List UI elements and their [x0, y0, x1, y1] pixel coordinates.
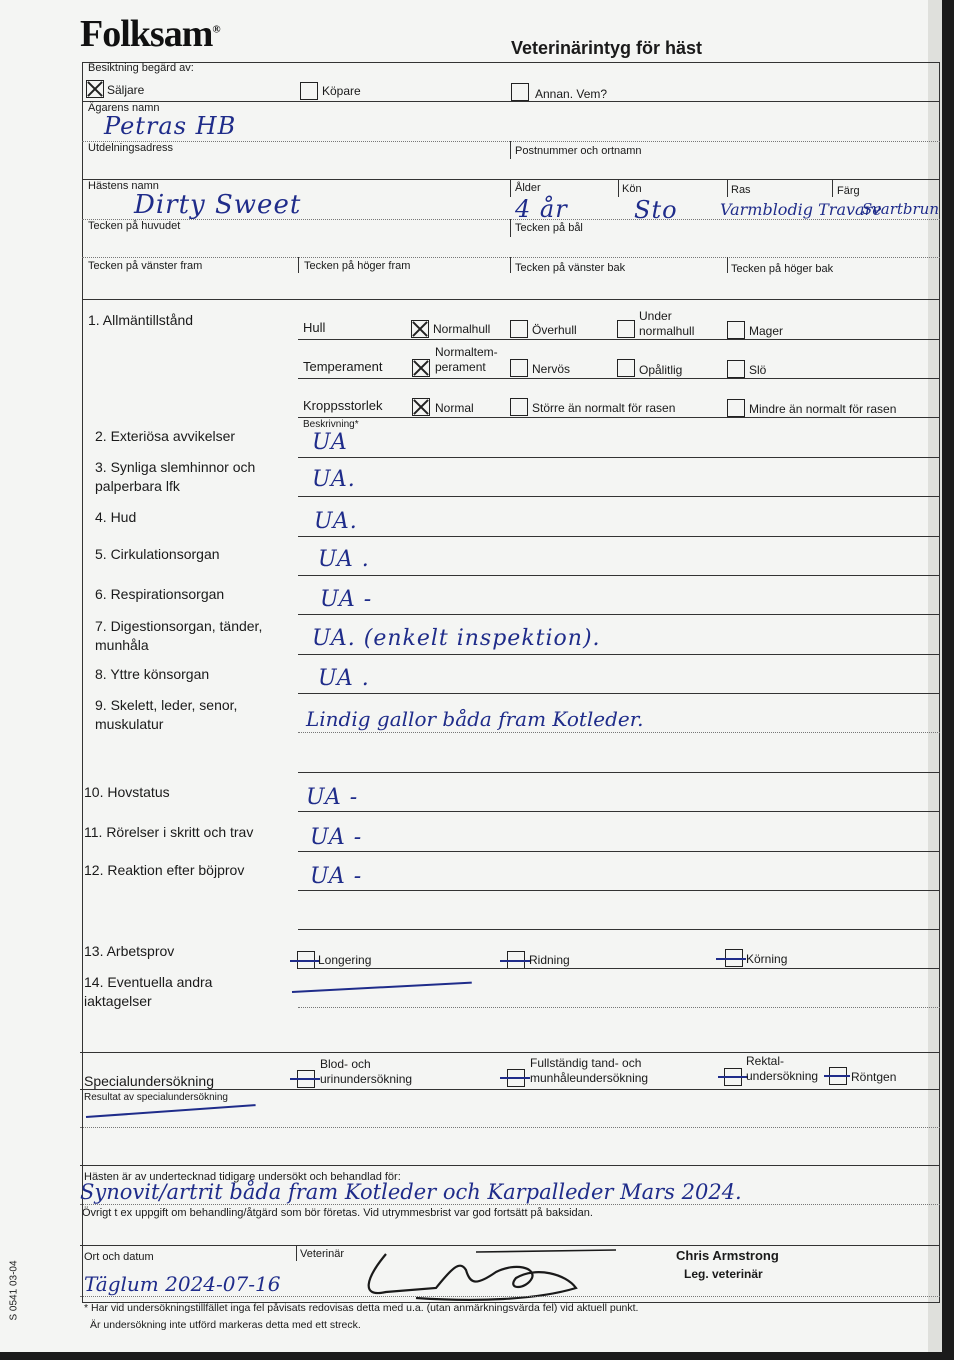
xray-label: Röntgen [851, 1070, 897, 1084]
hull-opt-mager: Mager [749, 324, 784, 338]
hull-over-checkbox[interactable] [510, 320, 528, 338]
temp-opt-unreliable: Opålitlig [639, 363, 683, 377]
item-7-value[interactable]: UA. (enkelt inspektion). [312, 626, 601, 651]
item-10-label: 10. Hovstatus [84, 784, 170, 800]
temp-opt-nervous: Nervös [532, 362, 571, 376]
footnote-2: Är undersökning inte utförd markeras detta med ett streck. [90, 1319, 361, 1331]
temp-normal-checkbox[interactable] [412, 359, 430, 377]
temp-slow-checkbox[interactable] [727, 360, 745, 378]
footnote-1: * Har vid undersökningstillfället inga fel påvisats redovisas detta med u.a. (utan anmärkningsvärda fel) vid aktuell punkt. [84, 1302, 639, 1314]
seller-label: Säljare [107, 83, 145, 97]
special-label: Specialundersökning [84, 1073, 214, 1089]
ridning-strike [500, 960, 530, 962]
longering-label: Longering [318, 953, 372, 967]
sex-label: Kön [622, 183, 642, 195]
blood-label: Blod- och urinundersökning [320, 1057, 413, 1086]
size-label: Kroppsstorlek [303, 398, 383, 413]
head-marks-label: Tecken på huvudet [88, 220, 181, 232]
hull-opt-over: Överhull [532, 323, 577, 337]
vet-stamp-name: Chris Armstrong [676, 1248, 779, 1263]
size-opt-smaller: Mindre än normalt för rasen [749, 402, 897, 416]
size-smaller-checkbox[interactable] [727, 399, 745, 417]
form-code: S 0541 03-04 [8, 1260, 20, 1321]
longering-strike [290, 960, 320, 962]
lh-marks-label: Tecken på vänster bak [515, 262, 626, 274]
item-12-value[interactable]: UA - [310, 864, 363, 889]
item-3-value[interactable]: UA. [312, 467, 356, 492]
hull-mager-checkbox[interactable] [727, 321, 745, 339]
temp-unreliable-checkbox[interactable] [617, 359, 635, 377]
item-4-label: 4. Hud [95, 509, 137, 525]
form-frame [82, 62, 940, 1303]
breed-label: Ras [731, 184, 751, 196]
item-5-label: 5. Cirkulationsorgan [95, 546, 220, 562]
item-8-label: 8. Yttre könsorgan [95, 666, 210, 682]
color-value[interactable]: Svartbrun [862, 200, 939, 218]
buyer-label: Köpare [322, 84, 361, 98]
history-note: Övrigt t ex uppgift om behandling/åtgärd som bör företas. Vid utrymmesbrist var god fortsätt på baksidan. [82, 1207, 593, 1219]
item-9-label: 9. Skelett, leder, senor, muskulatur [95, 697, 238, 732]
address-label: Utdelningsadress [88, 142, 173, 154]
owner-name-label: Ägarens namn [88, 102, 160, 114]
item-8-value[interactable]: UA . [318, 666, 370, 691]
blood-strike [290, 1078, 320, 1080]
item-2-label: 2. Exteriösa avvikelser [95, 428, 236, 444]
other-obs-label: 14. Eventuella andra iaktagelser [84, 974, 213, 1009]
general-title: 1. Allmäntillstånd [88, 312, 194, 328]
korning-label: Körning [746, 952, 788, 966]
vet-stamp-title: Leg. veterinär [684, 1267, 763, 1281]
color-label: Färg [837, 185, 860, 197]
horse-name-label: Hästens namn [88, 180, 159, 192]
item-9-value[interactable]: Lindig gallor båda fram Kotleder. [306, 707, 644, 731]
hull-normal-checkbox[interactable] [411, 320, 429, 338]
workproof-label: 13. Arbetsprov [84, 943, 175, 959]
lf-marks-label: Tecken på vänster fram [88, 260, 203, 272]
hull-under-checkbox[interactable] [617, 320, 635, 338]
form-title: Veterinärintyg för häst [511, 38, 703, 58]
postal-label: Postnummer och ortnamn [515, 145, 642, 157]
teeth-label: Fullständig tand- och munhåleundersökning [530, 1056, 649, 1085]
brand-name: Folksam [80, 13, 213, 55]
history-value[interactable]: Synovit/artrit båda fram Kotleder och Karpalleder Mars 2024. [80, 1180, 742, 1204]
temperament-label: Temperament [303, 359, 383, 374]
other-checkbox[interactable] [511, 83, 529, 101]
ridning-label: Ridning [529, 953, 570, 967]
brand-logo [80, 12, 220, 56]
item-10-value[interactable]: UA - [306, 785, 359, 810]
temp-nervous-checkbox[interactable] [510, 359, 528, 377]
requested-by-label: Besiktning begärd av: [88, 62, 194, 74]
vet-label: Veterinär [300, 1248, 345, 1260]
description-label: Beskrivning* [303, 419, 359, 430]
rf-marks-label: Tecken på höger fram [304, 260, 411, 272]
hull-opt-under: Under normalhull [639, 309, 695, 338]
place-date-value[interactable]: Täglum 2024-07-16 [84, 1272, 281, 1296]
hull-label: Hull [303, 320, 326, 335]
item-6-value[interactable]: UA - [320, 587, 373, 612]
other-label: Annan. Vem? [535, 87, 608, 101]
teeth-strike [500, 1077, 530, 1079]
item-2-value[interactable]: UA [312, 430, 348, 455]
rh-marks-label: Tecken på höger bak [731, 263, 834, 275]
special-result-label: Resultat av specialundersökning [84, 1092, 228, 1103]
age-label: Ålder [515, 182, 541, 194]
temp-opt-normal: Normaltem- perament [435, 345, 498, 374]
korning-strike [716, 958, 746, 960]
horse-name-value[interactable]: Dirty Sweet [134, 190, 302, 220]
xray-strike [824, 1075, 850, 1077]
seller-checkbox[interactable] [86, 80, 104, 98]
size-normal-checkbox[interactable] [412, 398, 430, 416]
owner-name-value[interactable]: Petras HB [104, 112, 237, 140]
place-date-label: Ort och datum [84, 1251, 154, 1263]
size-larger-checkbox[interactable] [510, 398, 528, 416]
item-12-label: 12. Reaktion efter böjprov [84, 862, 245, 878]
item-5-value[interactable]: UA . [318, 547, 370, 572]
item-11-label: 11. Rörelser i skritt och trav [84, 824, 254, 840]
hull-opt-normal: Normalhull [433, 322, 491, 336]
item-11-value[interactable]: UA - [310, 825, 363, 850]
item-3-label: 3. Synliga slemhinnor och palperbara lfk [95, 459, 256, 494]
sex-value[interactable]: Sto [634, 196, 678, 224]
rectal-label: Rektal- undersökning [746, 1054, 819, 1083]
body-marks-label: Tecken på bål [515, 222, 583, 234]
size-opt-larger: Större än normalt för rasen [532, 401, 676, 415]
rectal-strike [718, 1076, 748, 1078]
item-6-label: 6. Respirationsorgan [95, 586, 225, 602]
temp-opt-slow: Slö [749, 363, 767, 377]
age-value[interactable]: 4 år [515, 195, 568, 223]
breed-value[interactable]: Varmblodig Travare [720, 200, 882, 219]
brand-mark: ® [212, 23, 220, 36]
item-7-label: 7. Digestionsorgan, tänder, munhåla [95, 618, 263, 653]
size-opt-normal: Normal [435, 401, 474, 415]
history-label: Hästen är av undertecknad tidigare undersökt och behandlad för: [84, 1171, 401, 1183]
item-4-value[interactable]: UA. [314, 509, 358, 534]
buyer-checkbox[interactable] [300, 82, 318, 100]
